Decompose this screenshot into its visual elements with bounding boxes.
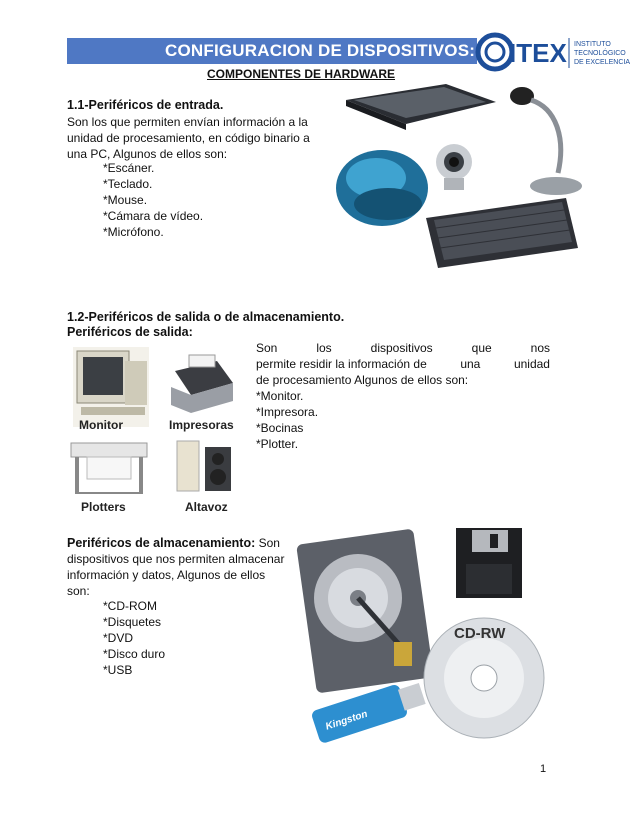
section2-paragraph (256, 340, 550, 452)
list-item: *Plotter. (256, 437, 299, 451)
label-monitor: Monitor (79, 418, 123, 432)
list-item: *Micrófono. (103, 225, 164, 239)
section2-word: dispositivos (370, 341, 433, 355)
section2-word: una (460, 357, 481, 371)
section2-line: de procesamiento Algunos de ellos son: (256, 373, 469, 387)
section1-paragraph (67, 114, 322, 162)
output-devices-list (256, 388, 550, 452)
list-item: *Disco duro (103, 647, 166, 661)
page-number: 1 (540, 763, 547, 775)
section3-line: son: (67, 584, 90, 598)
logo-line-1: INSTITUTO (574, 41, 611, 48)
storage-devices-list (103, 598, 165, 678)
list-item: *Impresora. (256, 405, 319, 419)
section2-word: Son (256, 341, 278, 355)
list-item: *Disquetes (103, 615, 162, 629)
list-item: *Cámara de vídeo. (103, 209, 204, 223)
list-item: *Escáner. (103, 161, 155, 175)
section1-line: una PC, Algunos de ellos son: (67, 147, 228, 161)
list-item: *Bocinas (256, 421, 304, 435)
list-item: *USB (103, 663, 133, 677)
list-item: *Monitor. (256, 389, 304, 403)
list-item: *DVD (103, 631, 134, 645)
section2-word: que (471, 341, 492, 355)
section1-heading: 1.1-Periféricos de entrada. (67, 98, 224, 112)
section2-word: los (316, 341, 332, 355)
output-devices-image (67, 343, 247, 518)
section1-line: Son los que permiten envían información a la (67, 115, 308, 129)
list-item: *Mouse. (103, 193, 148, 207)
section3-paragraph (67, 535, 292, 599)
logo-line-2: TECNOLÓGICO (574, 50, 626, 57)
section2-word: nos (530, 341, 550, 355)
section3-line: información y datos, Algunos de ellos (67, 568, 266, 582)
section1-line: unidad de procesamiento, en código binario a (67, 131, 310, 145)
usb-brand: Kingston (324, 708, 369, 733)
list-item: *Teclado. (103, 177, 153, 191)
section3-heading-tail: Son (255, 536, 280, 550)
page-title: CONFIGURACION DE DISPOSITIVOS: (165, 41, 476, 60)
itex-logo (473, 30, 633, 74)
section2-word: unidad (513, 357, 550, 371)
storage-devices-image (296, 526, 558, 750)
section3-line: dispositivos que nos permiten almacenar (67, 552, 285, 566)
input-devices-list (103, 160, 203, 240)
section3-heading: Periféricos de almacenamiento: (67, 536, 256, 550)
logo-mark: ITEX (509, 38, 567, 68)
label-plotter: Plotters (81, 500, 126, 514)
input-devices-image (326, 78, 586, 270)
page-subtitle: COMPONENTES DE HARDWARE (207, 67, 396, 81)
section2-subheading: Periféricos de salida: (67, 325, 193, 339)
section2-word: permite residir la información de (256, 357, 427, 371)
list-item: *CD-ROM (103, 599, 157, 613)
label-speaker: Altavoz (185, 500, 228, 514)
cd-label: CD-RW (454, 625, 506, 642)
logo-line-3: DE EXCELENCIA (574, 59, 631, 66)
label-printer: Impresoras (169, 418, 234, 432)
section2-heading: 1.2-Periféricos de salida o de almacenamiento. (67, 310, 345, 324)
